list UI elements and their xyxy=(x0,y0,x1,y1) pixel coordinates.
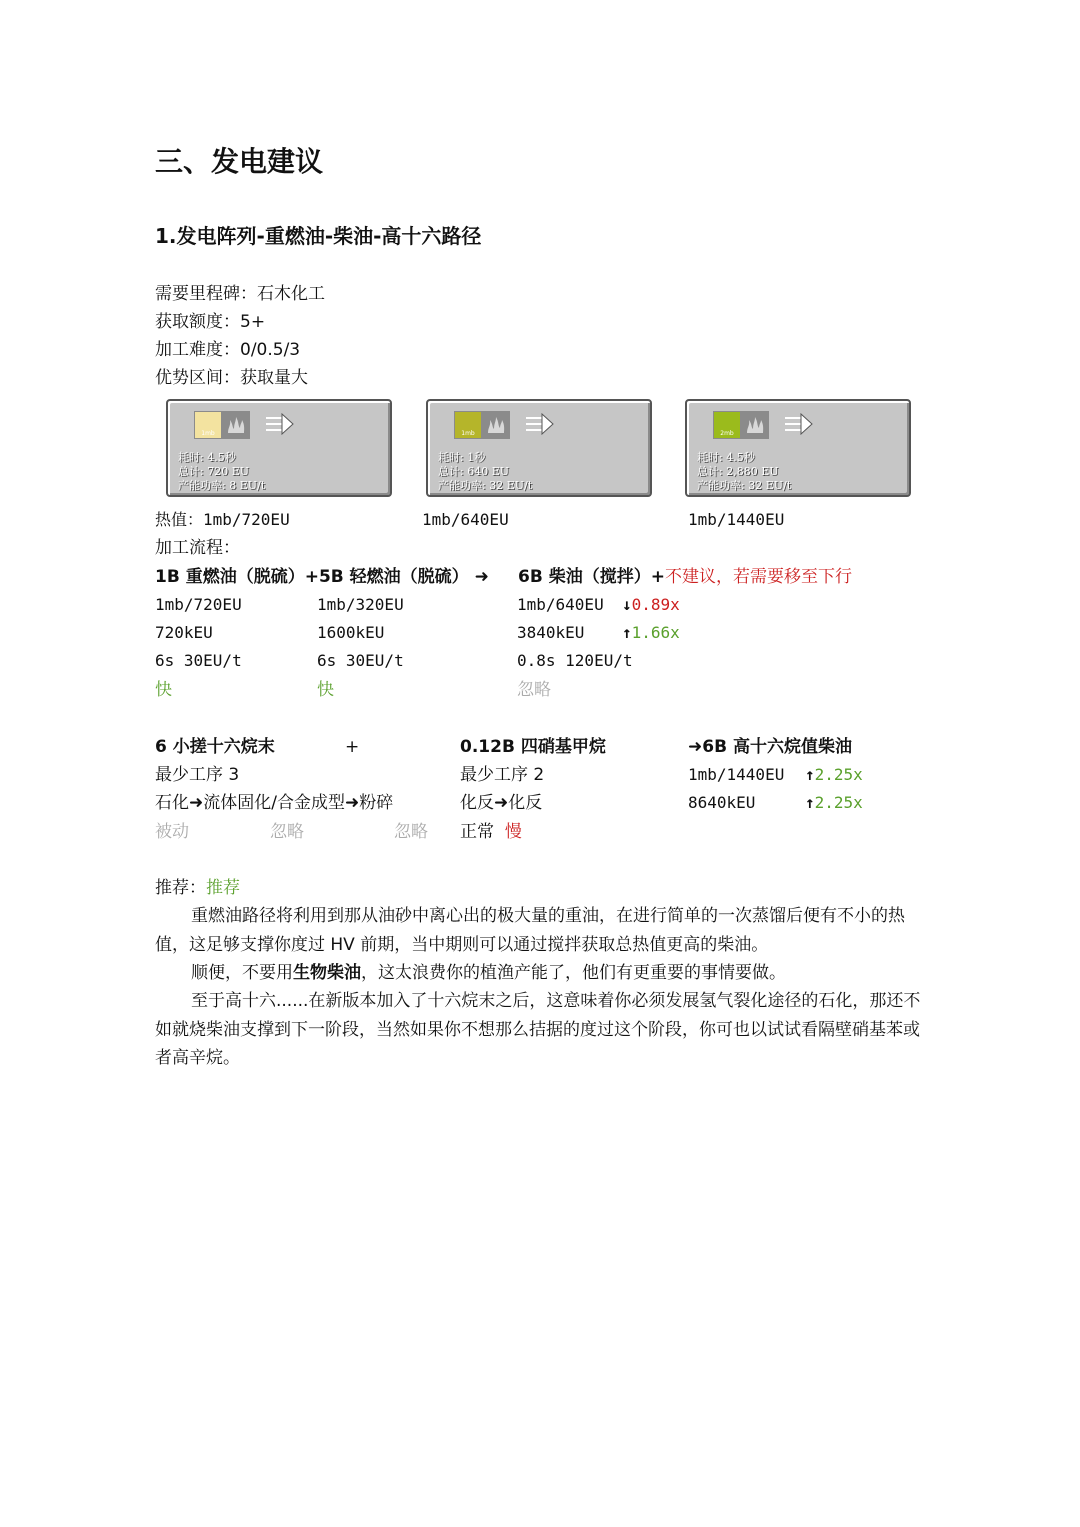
recipe-info xyxy=(178,451,265,493)
arrow-right-icon: ➜ xyxy=(189,793,204,813)
heat-value-3: 1mb/1440EU xyxy=(688,510,785,529)
recipe-info xyxy=(438,451,532,493)
fluid-slot: 2mb xyxy=(713,411,741,439)
recipe-time: 耗时: 1秒 xyxy=(438,451,486,464)
flow2-b-route: 化反➜化反 xyxy=(460,793,543,813)
flow1-c3-r1: 1mb/640EU xyxy=(517,595,604,614)
recipe-power: 产能功率: 8 EU/t xyxy=(178,479,266,492)
recipe-panel-light-fuel xyxy=(426,399,652,497)
heat-value-2: 1mb/640EU xyxy=(422,510,509,529)
flame-icon xyxy=(222,411,250,439)
flow1-c1-r3: 6s 30EU/t xyxy=(155,651,242,670)
arrow-up-icon: ↑ xyxy=(805,765,815,784)
flow1-output-text: 6B 柴油（搅拌）+ xyxy=(518,567,665,587)
milestone-line: 需要里程碑：石木化工 xyxy=(155,284,325,304)
flow1-c2-r3: 6s 30EU/t xyxy=(317,651,404,670)
flow1-c2-speed: 快 xyxy=(317,680,334,700)
flow2-a-tag3: 忽略 xyxy=(394,822,428,842)
section-title: 三、发电建议 xyxy=(155,145,324,178)
fluid-slot: 1mb xyxy=(454,411,482,439)
subsection-title: 1.发电阵列-重燃油-柴油-高十六路径 xyxy=(155,224,482,248)
paragraph-1: 重燃油路径将利用到那从油砂中离心出的极大量的重油，在进行简单的一次蒸馏后便有不小的热值，这足够支撑你度过 HV 前期，当中期则可以通过搅拌获取总热值更高的柴油。 xyxy=(155,906,905,955)
output-arrow-icon xyxy=(524,413,556,435)
arrow-up-icon: ↑ xyxy=(805,793,815,812)
heat-value-1: 热值：1mb/720EU xyxy=(155,510,290,529)
output-arrow-icon xyxy=(783,413,815,435)
flow2-input-a: 6 小搓十六烷末 xyxy=(155,737,275,757)
process-label: 加工流程： xyxy=(155,538,240,558)
flow1-c2-r1: 1mb/320EU xyxy=(317,595,404,614)
flow2-input-b: 0.12B 四硝基甲烷 xyxy=(460,737,606,757)
recipe-total: 总计: 640 EU xyxy=(438,465,509,478)
recipe-info xyxy=(697,451,791,493)
flow2-output: ➜6B 高十六烷值柴油 xyxy=(688,737,852,757)
arrow-right-icon: ➜ xyxy=(494,793,509,813)
fluid-slot: 1mb xyxy=(194,411,222,439)
flow1-output xyxy=(518,563,852,591)
flow2-a-tag1: 被动 xyxy=(155,822,189,842)
flame-icon xyxy=(482,411,510,439)
output-arrow-icon xyxy=(264,413,296,435)
recipe-time: 耗时: 4.5秒 xyxy=(178,451,236,464)
flow2-b-steps: 最少工序 2 xyxy=(460,765,545,785)
recipe-time: 耗时: 4.5秒 xyxy=(697,451,755,464)
paragraph-3: 至于高十六......在新版本加入了十六烷末之后，这意味着你必须发展氢气裂化途径的石化，那还不如就烧柴油支撑到下一阶段，当然如果你不想那么拮据的度过这个阶段，你可也以试试看隔壁硝基苯或者高辛烷。 xyxy=(155,991,921,1068)
flow1-c3-r3: 0.8s 120EU/t xyxy=(517,651,633,670)
flow1-inputs xyxy=(155,563,489,591)
flow2-c-v2: 8640kEU xyxy=(688,793,756,812)
advantage-line: 优势区间：获取量大 xyxy=(155,368,308,388)
flow1-input-text: 1B 重燃油（脱硫）+5B 轻燃油（脱硫） xyxy=(155,567,469,587)
arrow-down-icon: ↓ xyxy=(622,595,632,614)
flow2-c-v1: 1mb/1440EU xyxy=(688,765,785,784)
quota-line: 获取额度：5+ xyxy=(155,312,266,332)
recipe-total: 总计: 720 EU xyxy=(178,465,249,478)
flow2-plus: + xyxy=(345,737,360,757)
difficulty-line: 加工难度：0/0.5/3 xyxy=(155,340,301,360)
flow2-a-steps: 最少工序 3 xyxy=(155,765,240,785)
recipe-total: 总计: 2,880 EU xyxy=(697,465,779,478)
flow2-a-route: 石化➜流体固化/合金成型➜粉碎 xyxy=(155,793,394,813)
flow1-c2-r2: 1600kEU xyxy=(317,623,385,642)
recommend-line: 推荐：推荐 xyxy=(155,878,240,898)
flow2-b-tag2: 慢 xyxy=(504,822,522,842)
flow1-warning: 不建议，若需要移至下行 xyxy=(664,567,852,587)
flow1-c3-r2: 3840kEU xyxy=(517,623,585,642)
recipe-power: 产能功率: 32 EU/t xyxy=(697,479,792,492)
flow1-c1-r1: 1mb/720EU xyxy=(155,595,242,614)
flame-icon xyxy=(741,411,769,439)
flow1-c3-ratio2: ↑1.66x xyxy=(622,623,680,642)
paragraph-2: 顺便，不要用生物柴油，这太浪费你的植渔产能了，他们有更重要的事情要做。 xyxy=(191,963,786,983)
arrow-up-icon: ↑ xyxy=(622,623,632,642)
arrow-right-icon: ➜ xyxy=(688,737,703,757)
flow2-c-r2: ↑2.25x xyxy=(805,793,863,812)
flow1-c3-speed: 忽略 xyxy=(517,680,551,700)
flow2-c-r1: ↑2.25x xyxy=(805,765,863,784)
arrow-right-icon: ➜ xyxy=(344,793,360,813)
flow1-c3-ratio1: ↓0.89x xyxy=(622,595,680,614)
arrow-right-icon: ➜ xyxy=(468,567,489,587)
recipe-power: 产能功率: 32 EU/t xyxy=(438,479,533,492)
flow1-c1-speed: 快 xyxy=(155,680,172,700)
recipe-panel-heavy-fuel xyxy=(166,399,392,497)
flow1-c1-r2: 720kEU xyxy=(155,623,213,642)
flow2-a-tag2: 忽略 xyxy=(270,822,304,842)
flow2-b-tag1: 正常 xyxy=(460,822,494,842)
flow2-b-tags xyxy=(460,818,522,846)
recipe-panel-diesel xyxy=(685,399,911,497)
